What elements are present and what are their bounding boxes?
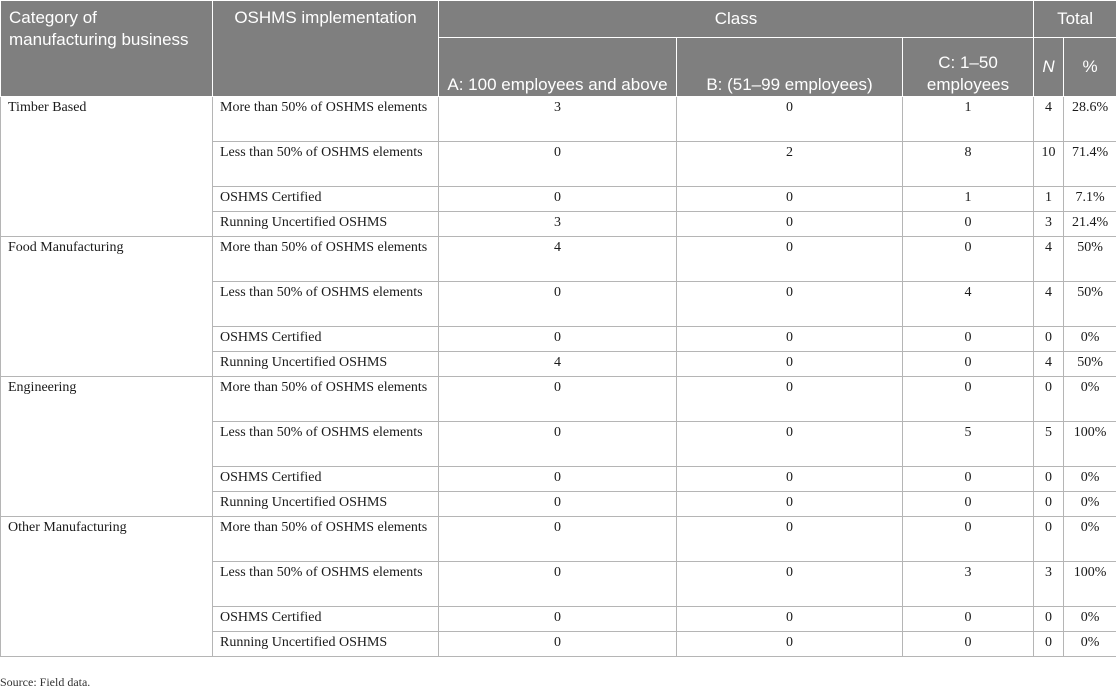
implementation-cell: Less than 50% of OSHMS elements xyxy=(213,422,439,467)
class-b-cell: 2 xyxy=(677,142,903,187)
header-class-a: A: 100 employees and above xyxy=(439,38,677,97)
class-b-cell: 0 xyxy=(677,422,903,467)
implementation-cell: OSHMS Certified xyxy=(213,327,439,352)
table-body xyxy=(1,97,1116,657)
class-a-cell: 0 xyxy=(439,492,677,517)
class-a-cell: 3 xyxy=(439,212,677,237)
class-c-cell: 0 xyxy=(903,237,1034,282)
total-pct-cell: 100% xyxy=(1064,422,1116,467)
class-b-cell: 0 xyxy=(677,467,903,492)
class-b-cell: 0 xyxy=(677,607,903,632)
total-n-cell: 4 xyxy=(1034,97,1064,142)
total-pct-cell: 21.4% xyxy=(1064,212,1116,237)
class-c-cell: 0 xyxy=(903,212,1034,237)
header-class-c: C: 1–50 employees xyxy=(903,38,1034,97)
header-total: Total xyxy=(1034,1,1116,38)
total-pct-cell: 50% xyxy=(1064,352,1116,377)
category-cell: Engineering xyxy=(1,377,213,517)
header-category: Category of manufacturing business xyxy=(1,1,213,97)
class-a-cell: 0 xyxy=(439,187,677,212)
class-b-cell: 0 xyxy=(677,562,903,607)
implementation-cell: Running Uncertified OSHMS xyxy=(213,632,439,657)
category-cell: Food Manufacturing xyxy=(1,237,213,377)
total-pct-cell: 50% xyxy=(1064,237,1116,282)
total-pct-cell: 28.6% xyxy=(1064,97,1116,142)
class-b-cell: 0 xyxy=(677,377,903,422)
class-a-cell: 0 xyxy=(439,422,677,467)
class-c-cell: 1 xyxy=(903,97,1034,142)
class-a-cell: 0 xyxy=(439,562,677,607)
table-row xyxy=(1,517,1116,562)
source-note: Source: Field data. xyxy=(0,675,91,689)
header-implementation: OSHMS implementation xyxy=(213,1,439,97)
total-pct-cell: 71.4% xyxy=(1064,142,1116,187)
implementation-cell: More than 50% of OSHMS elements xyxy=(213,237,439,282)
total-pct-cell: 0% xyxy=(1064,327,1116,352)
total-n-cell: 3 xyxy=(1034,562,1064,607)
class-a-cell: 0 xyxy=(439,467,677,492)
total-n-cell: 4 xyxy=(1034,237,1064,282)
class-c-cell: 0 xyxy=(903,517,1034,562)
total-n-cell: 0 xyxy=(1034,327,1064,352)
table-row xyxy=(1,237,1116,282)
class-c-cell: 3 xyxy=(903,562,1034,607)
class-c-cell: 0 xyxy=(903,377,1034,422)
category-cell: Timber Based xyxy=(1,97,213,237)
total-pct-cell: 50% xyxy=(1064,282,1116,327)
total-pct-cell: 0% xyxy=(1064,492,1116,517)
class-c-cell: 0 xyxy=(903,467,1034,492)
total-n-cell: 10 xyxy=(1034,142,1064,187)
class-b-cell: 0 xyxy=(677,282,903,327)
implementation-cell: More than 50% of OSHMS elements xyxy=(213,517,439,562)
class-b-cell: 0 xyxy=(677,237,903,282)
class-c-cell: 0 xyxy=(903,492,1034,517)
total-pct-cell: 100% xyxy=(1064,562,1116,607)
class-a-cell: 0 xyxy=(439,632,677,657)
class-c-cell: 0 xyxy=(903,632,1034,657)
class-a-cell: 0 xyxy=(439,282,677,327)
implementation-cell: More than 50% of OSHMS elements xyxy=(213,97,439,142)
implementation-cell: Less than 50% of OSHMS elements xyxy=(213,562,439,607)
total-pct-cell: 0% xyxy=(1064,632,1116,657)
total-n-cell: 0 xyxy=(1034,492,1064,517)
class-b-cell: 0 xyxy=(677,517,903,562)
implementation-cell: Less than 50% of OSHMS elements xyxy=(213,142,439,187)
total-n-cell: 1 xyxy=(1034,187,1064,212)
implementation-cell: Less than 50% of OSHMS elements xyxy=(213,282,439,327)
class-c-cell: 0 xyxy=(903,352,1034,377)
header-class-b: B: (51–99 employees) xyxy=(677,38,903,97)
class-c-cell: 4 xyxy=(903,282,1034,327)
total-pct-cell: 0% xyxy=(1064,517,1116,562)
header-n: N xyxy=(1034,38,1064,97)
implementation-cell: More than 50% of OSHMS elements xyxy=(213,377,439,422)
implementation-cell: OSHMS Certified xyxy=(213,467,439,492)
total-n-cell: 0 xyxy=(1034,377,1064,422)
class-a-cell: 0 xyxy=(439,142,677,187)
total-n-cell: 3 xyxy=(1034,212,1064,237)
total-n-cell: 4 xyxy=(1034,282,1064,327)
class-c-cell: 0 xyxy=(903,607,1034,632)
total-n-cell: 0 xyxy=(1034,632,1064,657)
header-pct: % xyxy=(1064,38,1116,97)
class-b-cell: 0 xyxy=(677,187,903,212)
table-row xyxy=(1,377,1116,422)
total-pct-cell: 0% xyxy=(1064,607,1116,632)
implementation-cell: Running Uncertified OSHMS xyxy=(213,212,439,237)
class-b-cell: 0 xyxy=(677,632,903,657)
total-pct-cell: 7.1% xyxy=(1064,187,1116,212)
class-c-cell: 1 xyxy=(903,187,1034,212)
class-b-cell: 0 xyxy=(677,327,903,352)
table-row xyxy=(1,97,1116,142)
total-n-cell: 5 xyxy=(1034,422,1064,467)
implementation-cell: Running Uncertified OSHMS xyxy=(213,492,439,517)
class-c-cell: 5 xyxy=(903,422,1034,467)
header-class: Class xyxy=(439,1,1034,38)
class-b-cell: 0 xyxy=(677,492,903,517)
implementation-cell: OSHMS Certified xyxy=(213,607,439,632)
implementation-cell: OSHMS Certified xyxy=(213,187,439,212)
total-pct-cell: 0% xyxy=(1064,377,1116,422)
class-a-cell: 3 xyxy=(439,97,677,142)
class-a-cell: 4 xyxy=(439,352,677,377)
category-cell: Other Manufacturing xyxy=(1,517,213,657)
class-b-cell: 0 xyxy=(677,97,903,142)
class-b-cell: 0 xyxy=(677,352,903,377)
total-n-cell: 0 xyxy=(1034,607,1064,632)
class-c-cell: 0 xyxy=(903,327,1034,352)
class-a-cell: 4 xyxy=(439,237,677,282)
total-n-cell: 4 xyxy=(1034,352,1064,377)
class-b-cell: 0 xyxy=(677,212,903,237)
class-a-cell: 0 xyxy=(439,327,677,352)
class-c-cell: 8 xyxy=(903,142,1034,187)
implementation-cell: Running Uncertified OSHMS xyxy=(213,352,439,377)
table-header xyxy=(1,1,1116,97)
total-pct-cell: 0% xyxy=(1064,467,1116,492)
class-a-cell: 0 xyxy=(439,607,677,632)
class-a-cell: 0 xyxy=(439,377,677,422)
total-n-cell: 0 xyxy=(1034,467,1064,492)
total-n-cell: 0 xyxy=(1034,517,1064,562)
class-a-cell: 0 xyxy=(439,517,677,562)
